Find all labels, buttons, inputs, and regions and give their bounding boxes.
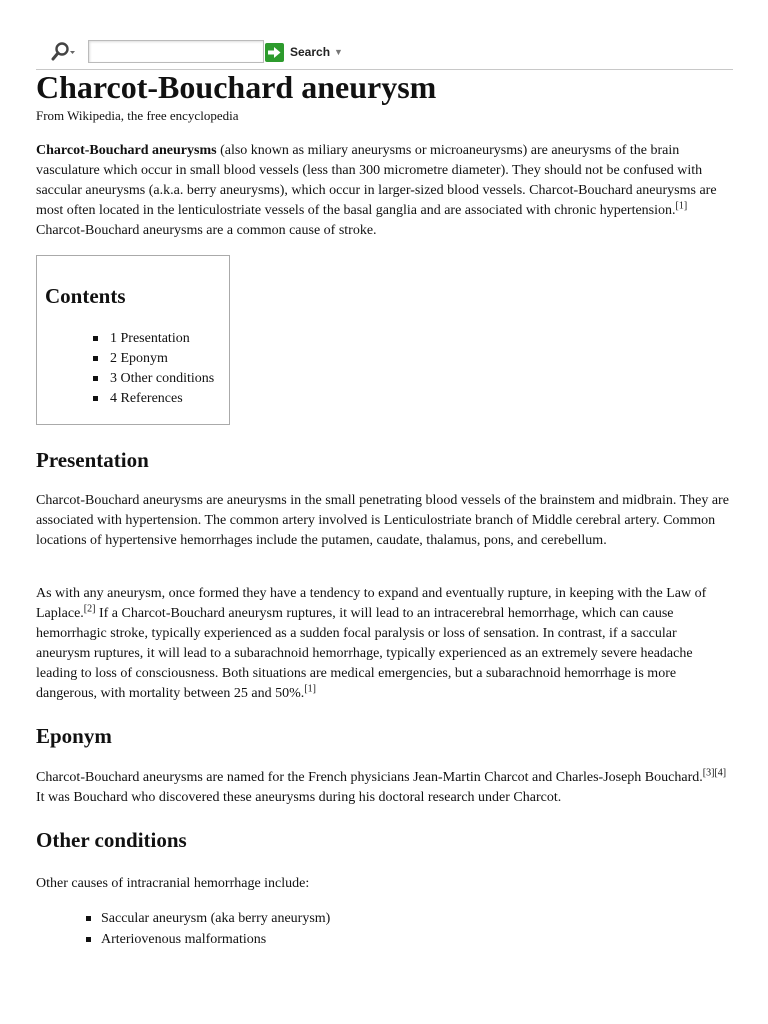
section-heading-other-conditions: Other conditions [36, 828, 187, 852]
reference-link[interactable]: [1] [304, 683, 316, 695]
toc-item-presentation[interactable]: 1 Presentation [37, 329, 214, 349]
section-heading-eponym: Eponym [36, 724, 112, 748]
eponym-text-a: Charcot-Bouchard aneurysms are named for the French physicians Jean-Martin Charcot and Charles-Joseph Bouchard. [36, 770, 703, 785]
page-title: Charcot-Bouchard aneurysm [36, 69, 437, 105]
other-conditions-intro: Other causes of intracranial hemorrhage include: [36, 876, 310, 891]
presentation-paragraph-2 [36, 584, 734, 704]
toc-title: Contents [45, 284, 126, 308]
search-bar [36, 38, 733, 70]
intro-text-2: Charcot-Bouchard aneurysms are a common cause of stroke. [36, 223, 377, 238]
search-button-label: Search [290, 45, 331, 59]
reference-link[interactable]: [3][4] [702, 767, 727, 779]
other-conditions-list [36, 908, 330, 950]
search-icon[interactable] [50, 41, 76, 63]
toc-item-other-conditions[interactable]: 3 Other conditions [37, 369, 214, 389]
toc-item-eponym[interactable]: 2 Eponym [37, 349, 214, 369]
go-arrow-icon [265, 43, 284, 62]
page-subtitle: From Wikipedia, the free encyclopedia [36, 108, 239, 123]
reference-link[interactable]: [2] [83, 603, 96, 615]
section-heading-presentation: Presentation [36, 448, 149, 472]
intro-paragraph [36, 141, 734, 241]
table-of-contents [36, 255, 230, 425]
search-button[interactable] [265, 41, 343, 63]
search-input[interactable] [88, 40, 264, 63]
list-item[interactable]: Arteriovenous malformations [36, 929, 330, 950]
intro-text-1: (also known as miliary aneurysms or microaneurysms) are aneurysms of the brain vasculature which occur in small blood vessels (less than 300 micrometre diameter). They should not be confused with saccular aneurysms (a.k.a. berry aneurysms), which occur in larger-sized blood vessels. Charcot-Bouchard aneurysms are most often located in the lenticulostriate vessels of the basal ganglia and are associated with chronic hypertension. [36, 143, 717, 218]
toc-item-references[interactable]: 4 References [37, 389, 214, 409]
presentation-text-a: As with any aneurysm, once formed they have a tendency to expand and eventually rupture, in keeping with the Law of Laplace. [36, 586, 707, 621]
presentation-paragraph-1: Charcot-Bouchard aneurysms are aneurysms in the small penetrating blood vessels of the brainstem and midbrain. They are associated with hypertension. The common artery involved is Lenticulostriate branch of Middle cerebral artery. Common locations of hypertensive hemorrhages include the putamen, caudate, thalamus, pons, and cerebellum. [36, 493, 729, 548]
list-item[interactable]: Saccular aneurysm (aka berry aneurysm) [36, 908, 330, 929]
eponym-paragraph [36, 768, 734, 808]
toc-list [37, 329, 214, 409]
reference-link[interactable]: [1] [675, 200, 688, 212]
presentation-text-b: If a Charcot-Bouchard aneurysm ruptures, it will lead to an intracerebral hemorrhage, which can cause hemorrhagic stroke, typically experienced as a sudden focal paralysis or loss of sensation. In contrast, if a saccular aneurysm ruptures, it will lead to a subarachnoid hemorrhage, typically experienced as an extremely severe headache leading to loss of consciousness. Both situations are medical emergencies, but a subarachnoid hemorrhage is more dangerous, with mortality between 25 and 50%. [36, 606, 693, 701]
chevron-down-icon: ▼ [334, 47, 343, 57]
eponym-text-b: It was Bouchard who discovered these aneurysms during his doctoral research under Charcot. [36, 790, 562, 805]
intro-bold-term: Charcot-Bouchard aneurysms [36, 143, 217, 158]
